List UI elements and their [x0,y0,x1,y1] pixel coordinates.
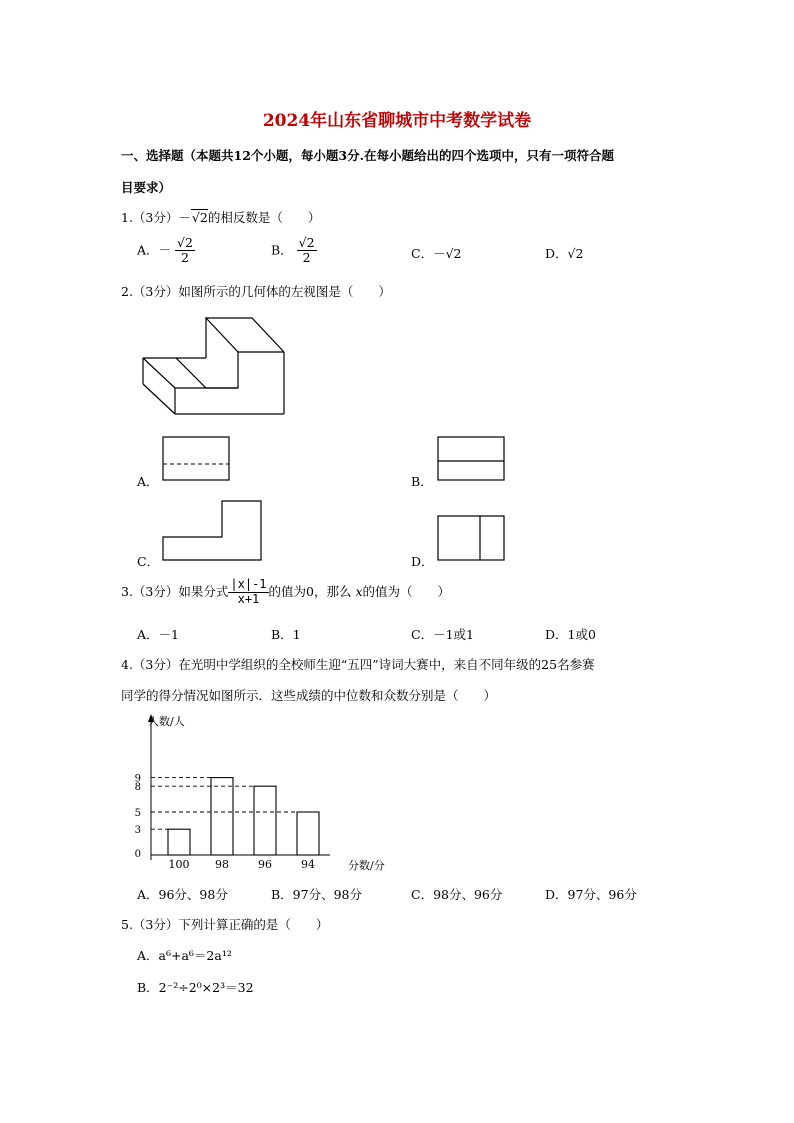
q4-option-b: B．97分、98分 [271,887,362,902]
q3-option-d: D．1或0 [545,627,596,642]
x-tick-label-98: 98 [215,858,229,871]
q2-option-b-label: B． [411,474,433,489]
q1-prefix: 1.（3分）－ [121,210,191,225]
y-tick-label-0: 0 [134,849,141,860]
q3-variable: x [355,583,363,599]
q1-option-a-fraction [175,236,195,266]
y-tick-label-3: 3 [134,825,141,837]
q5-option-b: B．2⁻²÷2⁰×2³＝32 [137,980,254,995]
q3-middle: 的值为0，那么 [268,583,352,599]
q4-stem-line2: 同学的得分情况如图所示．这些成绩的中位数和众数分别是（ ） [121,688,497,703]
q1-a-den: 2 [181,250,189,266]
q2-option-a-label: A． [137,474,159,489]
section-heading-line2: 目要求） [121,180,172,195]
q1-stem [121,208,320,226]
y-tick-label-8: 8 [134,782,141,794]
section-heading-line1: 一、选择题（本题共12个小题，每小题3分.在每小题给出的四个选项中，只有一项符合题 [121,148,614,163]
q2-option-c-label: C． [137,554,160,569]
q3-suffix: 的值为（ ） [362,583,451,599]
bar-96 [254,786,276,855]
q1-option-a [137,236,195,266]
q2-solid-figure [140,316,286,416]
q3-stem [121,578,450,607]
q1-option-d-value: √2 [567,246,584,261]
q2-option-d-label: D． [411,554,434,569]
q1-option-c [411,244,462,262]
q1-option-d [545,244,583,262]
q4-option-d: D．97分、96分 [545,887,637,902]
q1-option-d-label: D． [545,246,568,261]
q4-bar-chart [130,712,400,872]
q3-num: |x|-1 [230,577,267,591]
q2-option-c-figure [162,500,264,562]
q1-a-num: √2 [177,235,193,250]
q5-stem: 5.（3分）下列计算正确的是（ ） [121,917,329,932]
q1-option-b [271,236,317,266]
q3-option-a: A．－1 [137,627,179,642]
q1-sqrt: √2 [191,210,208,225]
q1-suffix: 的相反数是（ ） [207,210,321,225]
x-tick-label-94: 94 [301,858,315,871]
solid-left-top [143,358,175,388]
x-tick-label-96: 96 [258,858,272,871]
page-title: 2024年山东省聊城市中考数学试卷 [262,111,532,131]
q3-prefix: 3.（3分）如果分式 [121,583,229,599]
q3-option-c: C．－1或1 [411,627,474,642]
q1-sqrt-arg: 2 [199,210,208,225]
q1-option-a-label: A．－ [137,242,172,258]
q4-option-c: C．98分、96分 [411,887,503,902]
q1-b-num: √2 [298,235,315,250]
bar-100 [168,829,190,855]
x-tick-label-100: 100 [168,858,190,871]
q4-option-a: A．96分、98分 [137,887,228,902]
q3-option-b: B．1 [271,627,301,642]
q3-fraction [228,578,268,607]
y-tick-label-5: 5 [134,808,141,819]
q2-stem: 2.（3分）如图所示的几何体的左视图是（ ） [121,284,391,299]
q2-option-d-figure [437,515,505,562]
q3-den: x+1 [237,591,260,606]
q2-option-a-figure [162,436,230,482]
y-axis-label: 人数/人 [148,715,185,728]
bar-94 [297,812,319,855]
bar-98 [211,778,233,855]
x-axis-label: 分数/分 [348,859,385,872]
y-tick-label-9: 9 [134,773,141,785]
q1-option-b-fraction [297,236,317,266]
q1-option-c-label: C．－ [411,246,446,261]
q1-b-den: 2 [302,250,311,266]
q1-option-b-label: B． [271,242,293,258]
q4-stem-line1: 4.（3分）在光明中学组织的全校师生迎“五四”诗词大赛中，来自不同年级的25名参赛 [121,657,595,672]
q1-option-c-value: √2 [445,246,462,261]
solid-bottom-left [143,384,175,414]
q5-option-a: A．a⁶+a⁶＝2a¹² [137,948,232,963]
q2-option-b-figure [437,436,505,482]
